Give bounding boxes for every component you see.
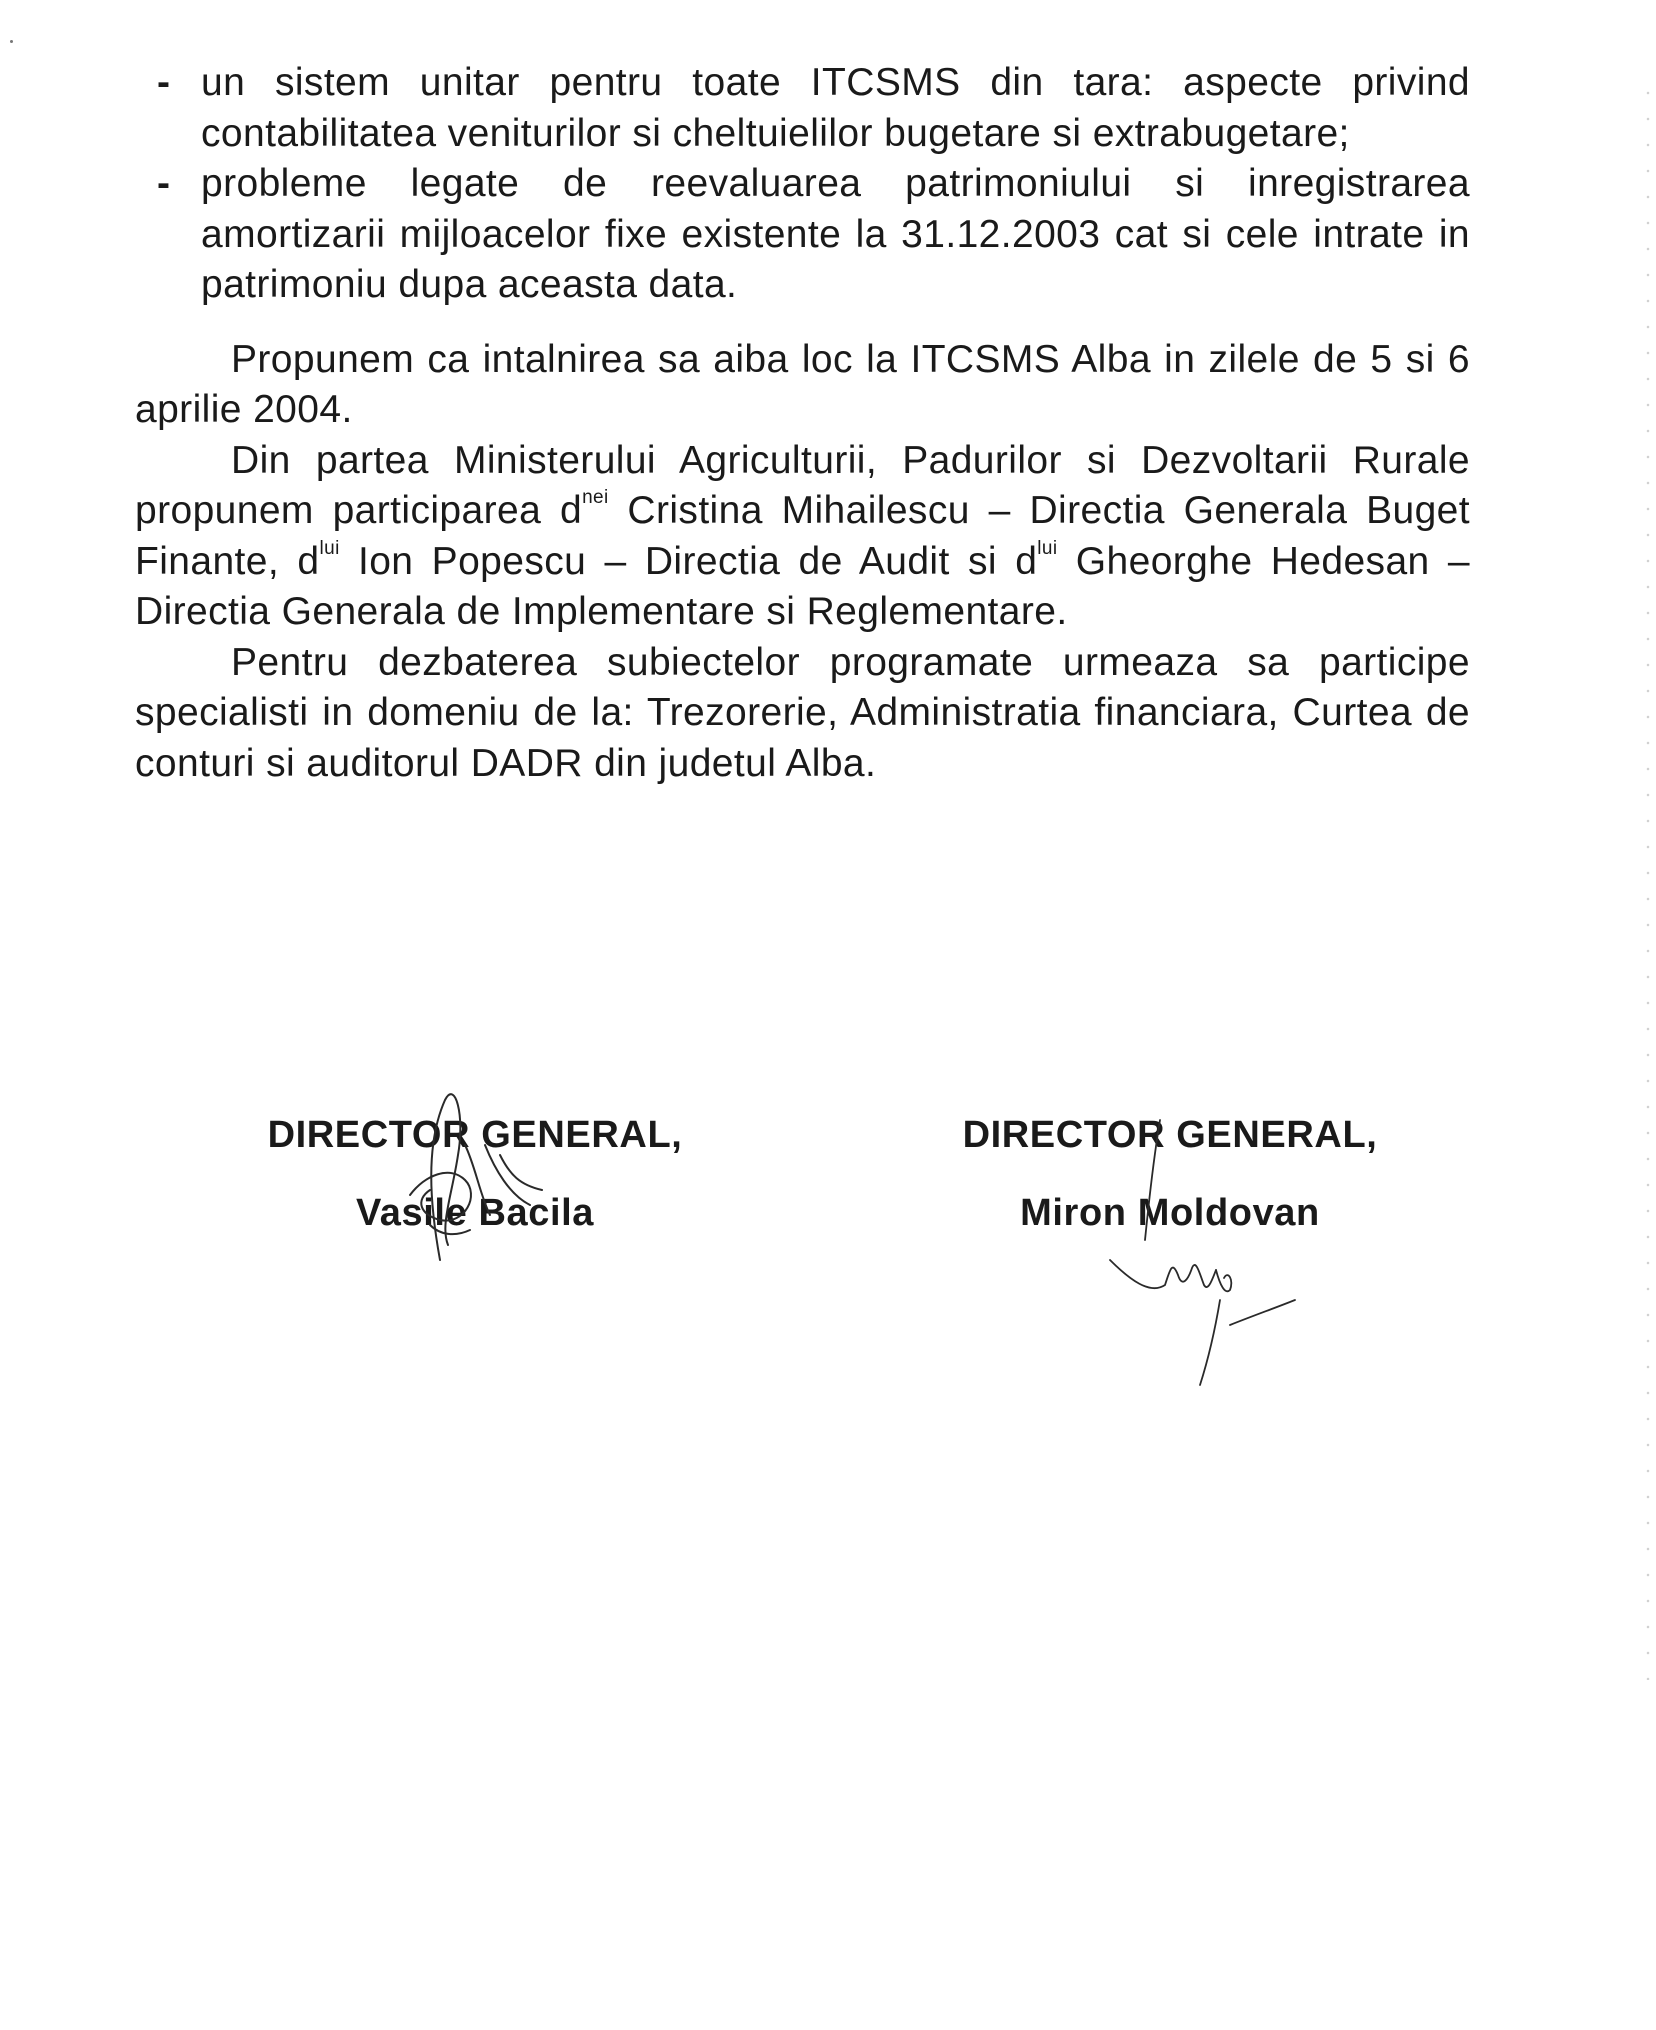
signatory-title: DIRECTOR GENERAL, <box>962 1114 1378 1156</box>
participants-paragraph <box>135 436 1470 638</box>
bullet-text: probleme legate de reevaluarea patrimoniului si inregistrarea amortizarii mijloacelor fixe existente la 31.12.2003 cat si cele intrate in patrimoniu dupa aceasta data. <box>201 162 1470 306</box>
letter-body <box>135 58 1470 789</box>
participants-text-3: Ion Popescu – Directia de Audit si d <box>339 539 1038 583</box>
participants-text-4: Gheorghe Hedesan – Directia Generala de Implementare si Reglementare. <box>135 539 1470 633</box>
scan-speck <box>10 40 13 43</box>
bullet-item <box>135 58 1470 159</box>
bullet-item <box>135 159 1470 311</box>
specialists-paragraph: Pentru dezbaterea subiectelor programate urmeaza sa participe specialisti in domeniu de la: Trezorerie, Administratia financiara, Curtea de conturi si auditorul DADR din judetul Alba. <box>135 640 1470 785</box>
signatory-title: DIRECTOR GENERAL, <box>267 1114 683 1156</box>
signatory-name: Vasile Bacila <box>355 1192 595 1234</box>
honorific-superscript: nei <box>582 487 609 508</box>
meeting-proposal-paragraph: Propunem ca intalnirea sa aiba loc la ITCSMS Alba in zilele de 5 si 6 aprilie 2004. <box>135 337 1470 431</box>
honorific-superscript: lui <box>1037 537 1058 559</box>
bullet-dash: - <box>157 61 171 104</box>
bullet-dash: - <box>157 162 171 205</box>
signature-block-left <box>230 1110 720 1238</box>
signatory-name: Miron Moldovan <box>1020 1192 1320 1234</box>
honorific-superscript: lui <box>319 537 340 559</box>
participants-text-2: Cristina Mihailescu – Directia Generala Buget Finante, d <box>135 489 1470 583</box>
bullet-text: un sistem unitar pentru toate ITCSMS din tara: aspecte privind contabilitatea veniturilor si cheltuielilor bugetare si extrabugetare; <box>201 61 1470 155</box>
scan-edge-artifacts <box>1644 80 1652 1680</box>
participants-text-1: Din partea Ministerului Agriculturii, Padurilor si Dezvoltarii Rurale propunem participarea d <box>135 438 1470 532</box>
signature-block-right <box>925 1110 1415 1238</box>
